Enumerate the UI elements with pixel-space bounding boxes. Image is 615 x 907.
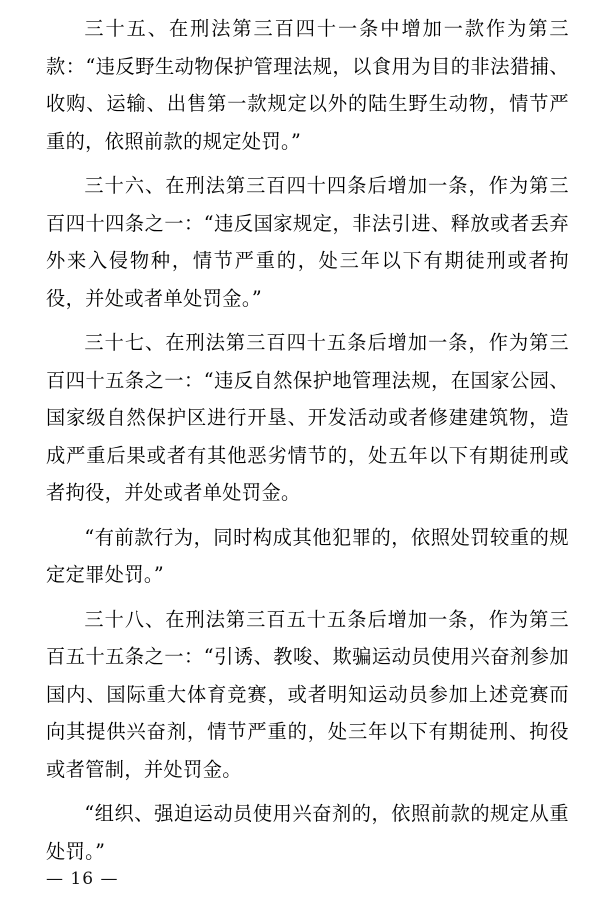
paragraph-36: 三十六、在刑法第三百四十四条后增加一条，作为第三百四十四条之一：“违反国家规定，非法引进、释放或者丢弃外来入侵物种，情节严重的，处三年以下有期徒刑或者拘役，并处或者单处罚金。”	[46, 174, 569, 310]
paragraph-35: 三十五、在刑法第三百四十一条中增加一款作为第三款：“违反野生动物保护管理法规，以食用为目的非法猎捕、收购、运输、出售第一款规定以外的陆生野生动物，情节严重的，依照前款的规定处罚。”	[46, 17, 569, 153]
paragraph-37-clause-2: “有前款行为，同时构成其他犯罪的，依照处罚较重的规定定罪处罚。”	[46, 525, 569, 586]
page-number: — 16 —	[46, 869, 119, 889]
paragraph-38: 三十八、在刑法第三百五十五条后增加一条，作为第三百五十五条之一：“引诱、教唆、欺骗运动员使用兴奋剂参加国内、国际重大体育竞赛，或者明知运动员参加上述竞赛而向其提供兴奋剂，情节严重的，处三年以下有期徒刑、拘役或者管制，并处罚金。	[46, 607, 569, 781]
paragraph-38-clause-2: “组织、强迫运动员使用兴奋剂的，依照前款的规定从重处罚。”	[46, 802, 569, 863]
paragraph-37: 三十七、在刑法第三百四十五条后增加一条，作为第三百四十五条之一：“违反自然保护地管理法规，在国家公园、国家级自然保护区进行开垦、开发活动或者修建建筑物，造成严重后果或者有其他恶劣情节的，处五年以下有期徒刑或者拘役，并处或者单处罚金。	[46, 331, 569, 504]
